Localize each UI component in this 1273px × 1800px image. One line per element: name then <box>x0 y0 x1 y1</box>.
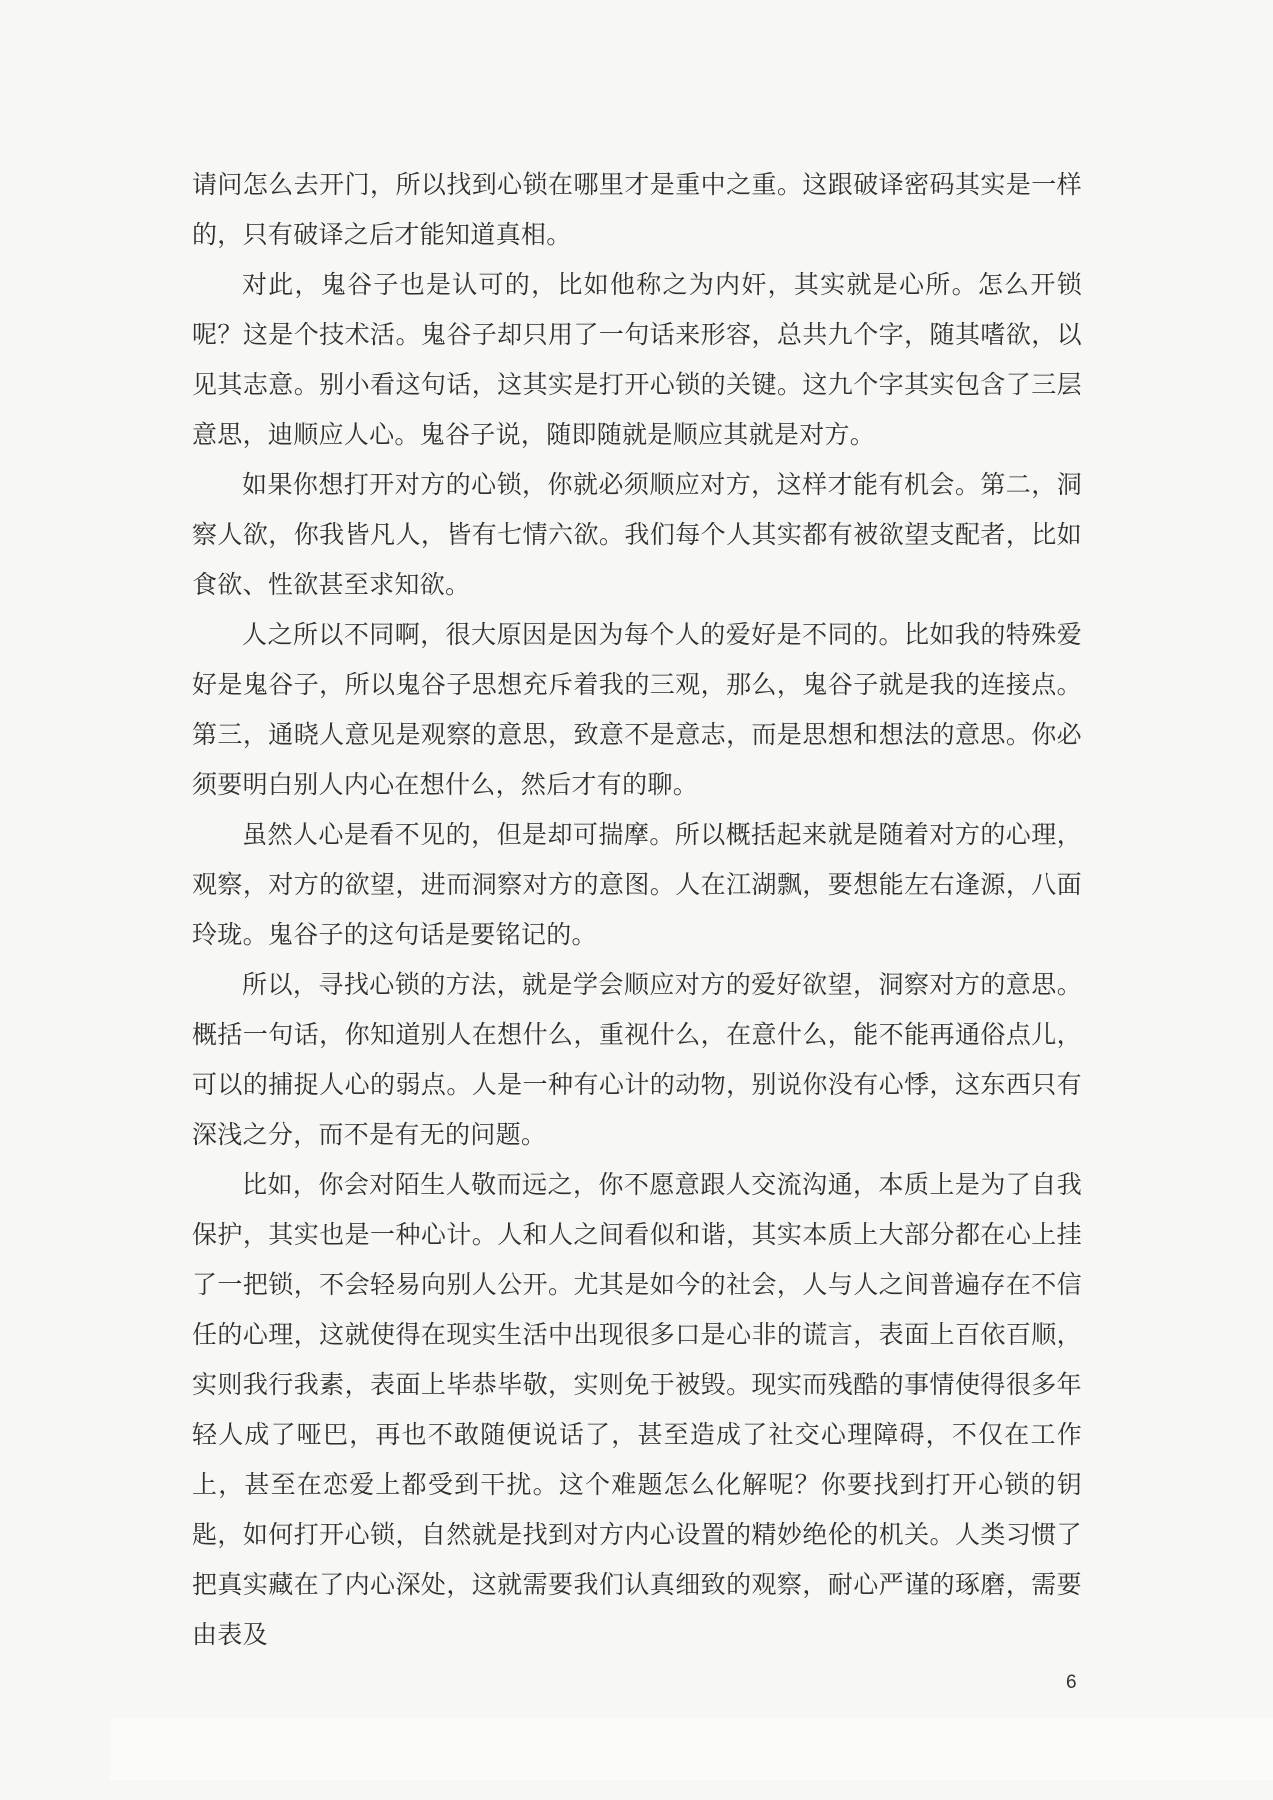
paragraph-7: 比如，你会对陌生人敬而远之，你不愿意跟人交流沟通，本质上是为了自我保护，其实也是一种心计。人和人之间看似和谐，其实本质上大部分都在心上挂了一把锁，不会轻易向别人公开。尤其是如今的社会，人与人之间普遍存在不信任的心理，这就使得在现实生活中出现很多口是心非的谎言，表面上百依百顺，实则我行我素，表面上毕恭毕敬，实则免于被毁。现实而残酷的事情使得很多年轻人成了哑巴，再也不敢随便说话了，甚至造成了社交心理障碍，不仅在工作上，甚至在恋爱上都受到干扰。这个难题怎么化解呢？你要找到打开心锁的钥匙，如何打开心锁，自然就是找到对方内心设置的精妙绝伦的机关。人类习惯了把真实藏在了内心深处，这就需要我们认真细致的观察，耐心严谨的琢磨，需要由表及 <box>192 1170 1082 1649</box>
paragraph-4: 人之所以不同啊，很大原因是因为每个人的爱好是不同的。比如我的特殊爱好是鬼谷子，所以鬼谷子思想充斥着我的三观，那么，鬼谷子就是我的连接点。第三，通晓人意见是观察的意思，致意不是意志，而是思想和想法的意思。你必须要明白别人内心在想什么，然后才有的聊。 <box>192 620 1082 799</box>
page-number: 6 <box>1066 1672 1077 1693</box>
paragraph-6: 所以，寻找心锁的方法，就是学会顺应对方的爱好欲望，洞察对方的意思。概括一句话，你知道别人在想什么，重视什么，在意什么，能不能再通俗点儿，可以的捕捉人心的弱点。人是一种有心计的动物，别说你没有心悸，这东西只有深浅之分，而不是有无的问题。 <box>192 970 1082 1149</box>
body-text <box>192 160 1082 1660</box>
paragraph-2: 对此，鬼谷子也是认可的，比如他称之为内奸，其实就是心所。怎么开锁呢？这是个技术活。鬼谷子却只用了一句话来形容，总共九个字，随其嗜欲，以见其志意。别小看这句话，这其实是打开心锁的关键。这九个字其实包含了三层意思，迪顺应人心。鬼谷子说，随即随就是顺应其就是对方。 <box>192 270 1082 449</box>
paragraph-5: 虽然人心是看不见的，但是却可揣摩。所以概括起来就是随着对方的心理，观察，对方的欲望，进而洞察对方的意图。人在江湖飘，要想能左右逢源，八面玲珑。鬼谷子的这句话是要铭记的。 <box>192 820 1082 949</box>
paragraph-3: 如果你想打开对方的心锁，你就必须顺应对方，这样才能有机会。第二，洞察人欲，你我皆凡人，皆有七情六欲。我们每个人其实都有被欲望支配者，比如食欲、性欲甚至求知欲。 <box>192 470 1082 599</box>
scan-margin <box>110 1718 1273 1780</box>
paragraph-1: 请问怎么去开门，所以找到心锁在哪里才是重中之重。这跟破译密码其实是一样的，只有破译之后才能知道真相。 <box>192 170 1082 249</box>
